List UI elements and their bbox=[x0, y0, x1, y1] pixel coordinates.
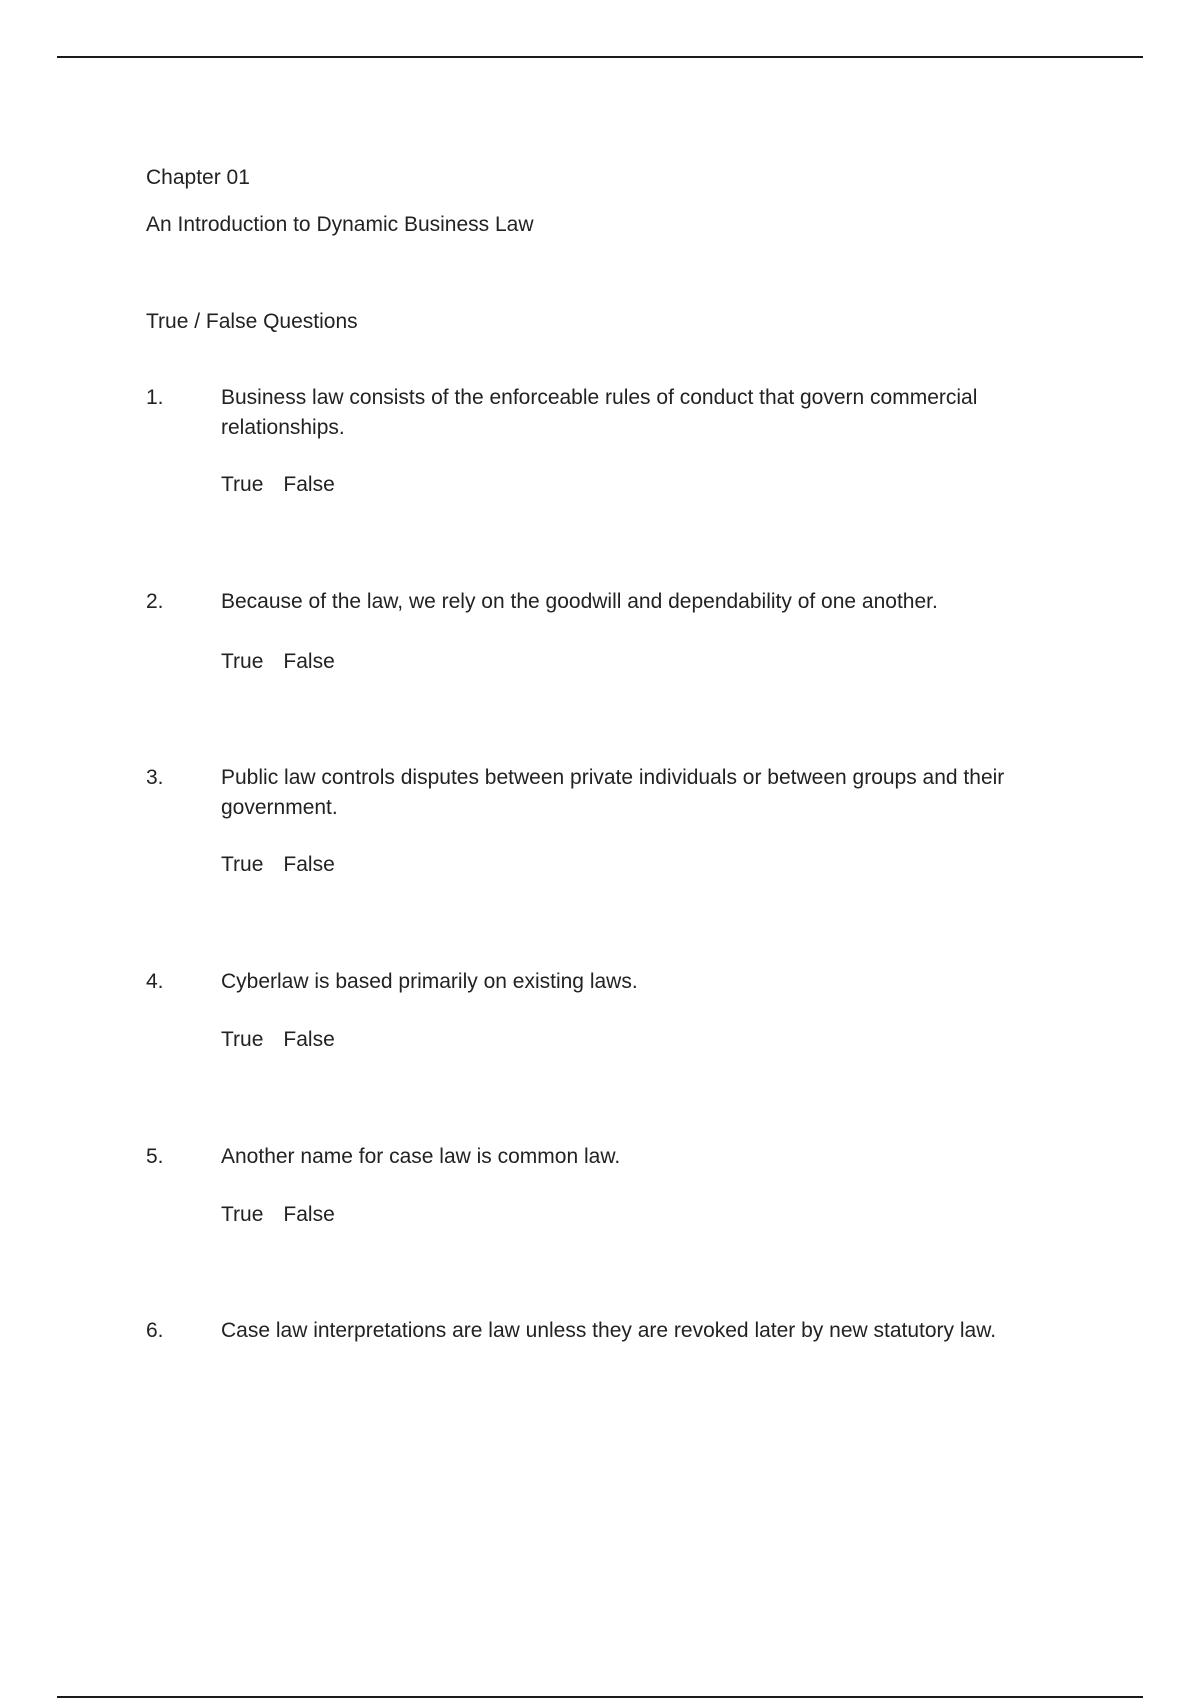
question-text: Case law interpretations are law unless they are revoked later by new statutory law. bbox=[221, 1319, 997, 1342]
option-false[interactable]: False bbox=[283, 1028, 335, 1051]
question-text: Business law consists of the enforceable rules of conduct that govern commercial relationships. bbox=[221, 386, 978, 439]
question-number: 3. bbox=[146, 766, 164, 789]
option-true[interactable]: True bbox=[221, 650, 264, 673]
answer-options bbox=[221, 1200, 335, 1230]
question-number: 6. bbox=[146, 1319, 164, 1342]
question-number: 1. bbox=[146, 386, 164, 409]
question-number: 4. bbox=[146, 970, 164, 993]
option-true[interactable]: True bbox=[221, 853, 264, 876]
question-text: Because of the law, we rely on the goodwill and dependability of one another. bbox=[221, 590, 938, 613]
chapter-label: Chapter 01 bbox=[146, 166, 250, 189]
question-text: Cyberlaw is based primarily on existing laws. bbox=[221, 970, 638, 993]
answer-options bbox=[221, 470, 335, 500]
answer-options bbox=[221, 1025, 335, 1055]
section-heading: True / False Questions bbox=[146, 310, 358, 333]
answer-options bbox=[221, 647, 335, 677]
option-true[interactable]: True bbox=[221, 473, 264, 496]
answer-options bbox=[221, 850, 335, 880]
option-true[interactable]: True bbox=[221, 1203, 264, 1226]
option-false[interactable]: False bbox=[283, 853, 335, 876]
option-false[interactable]: False bbox=[283, 473, 335, 496]
question-text: Public law controls disputes between private individuals or between groups and their government. bbox=[221, 766, 1005, 819]
option-false[interactable]: False bbox=[283, 650, 335, 673]
option-false[interactable]: False bbox=[283, 1203, 335, 1226]
footer-rule bbox=[57, 1696, 1143, 1698]
header-rule bbox=[57, 56, 1143, 58]
chapter-title: An Introduction to Dynamic Business Law bbox=[146, 213, 534, 236]
question-number: 2. bbox=[146, 590, 164, 613]
question-text: Another name for case law is common law. bbox=[221, 1145, 621, 1168]
question-number: 5. bbox=[146, 1145, 164, 1168]
option-true[interactable]: True bbox=[221, 1028, 264, 1051]
